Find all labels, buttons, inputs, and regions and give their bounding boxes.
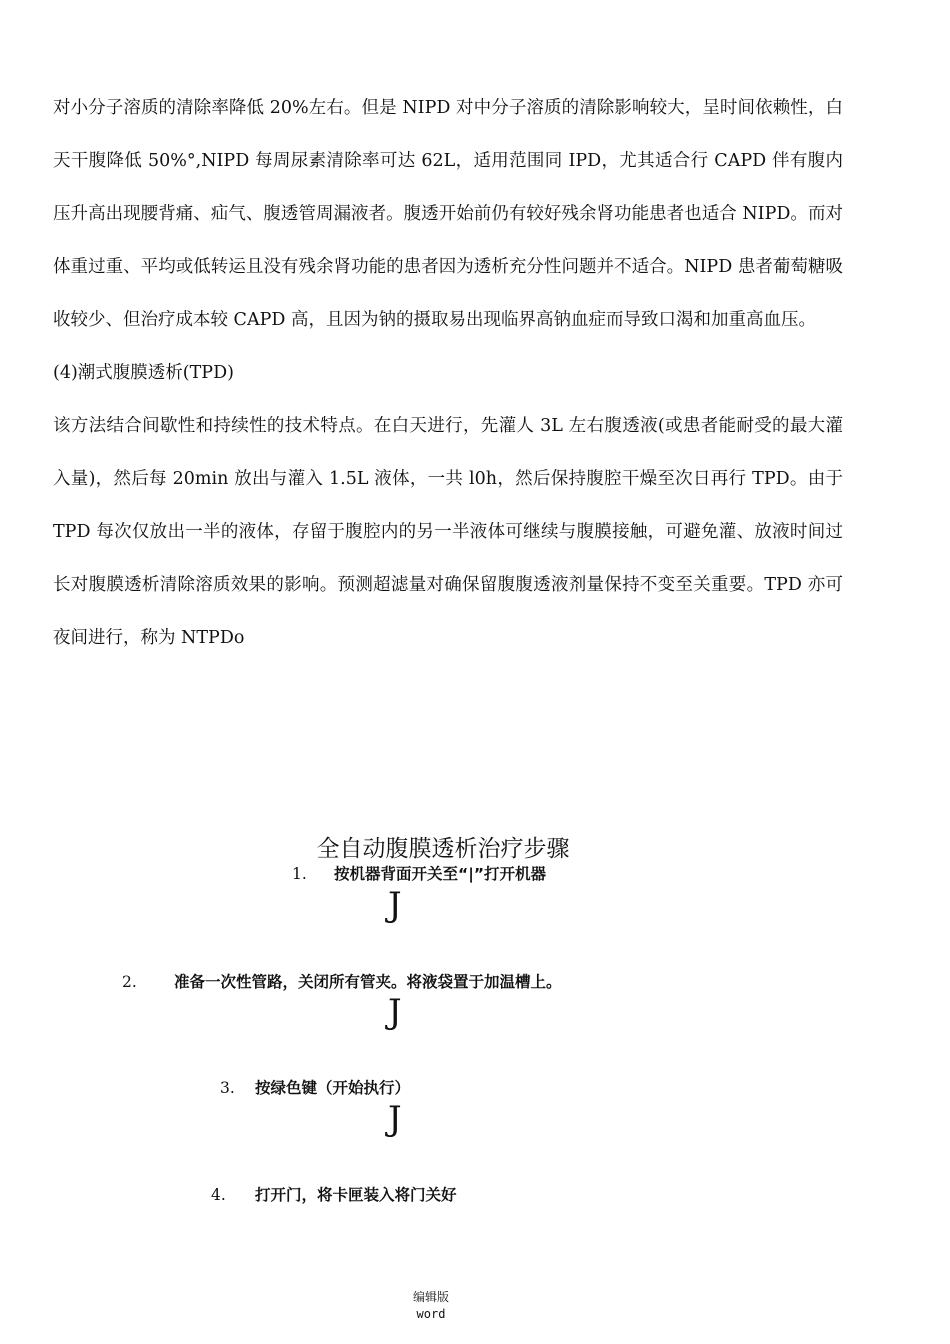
step-3-text: 按绿色键（开始执行） <box>255 1079 411 1097</box>
paragraph-tpd: 该方法结合间歇性和持续性的技术特点。在白天进行，先灌人 3L 左右腹透液(或患者能耐受的最大灌入量)，然后每 20min 放出与灌入 1.5L 液体，一共 l0h，然后保持腹腔干燥至次日再行 TPD。由于 TPD 每次仅放出一半的液体，存留于腹腔内的另一半液体可继续与腹膜接触，可避免灌、放液时间过长对腹膜透析清除溶质效果的影响。预测超滤量对确保留腹腹透液剂量保持不变至关重要。TPD 亦可夜间进行，称为 NTPDo <box>53 416 843 648</box>
down-arrow-icon: J <box>388 885 402 925</box>
step-3 <box>220 1076 410 1098</box>
step-2-text: 准备一次性管路，关闭所有管夹。将液袋置于加温槽上。 <box>174 973 562 991</box>
step-3-number: 3. <box>220 1079 235 1097</box>
step-4-number: 4. <box>211 1186 226 1204</box>
procedure-title: 全自动腹膜透析治疗步骤 <box>316 836 570 862</box>
step-1 <box>292 862 546 884</box>
step-4 <box>211 1183 457 1205</box>
footer-line-2: word <box>416 1307 446 1321</box>
step-4-text: 打开门，将卡匣装入将门关好 <box>255 1186 457 1204</box>
step-2-number: 2. <box>122 973 137 991</box>
step-2 <box>122 970 562 992</box>
step-1-number: 1. <box>292 865 307 883</box>
footer-line-1: 编辑版 <box>412 1290 449 1304</box>
down-arrow-icon: J <box>388 1099 402 1139</box>
body-text <box>53 82 843 665</box>
paragraph-nipd: 对小分子溶质的清除率降低 20%左右。但是 NIPD 对中分子溶质的清除影响较大，呈时间依赖性，白天干腹降低 50%°,NIPD 每周尿素清除率可达 62L，适用范围同 IPD，尤其适合行 CAPD 伴有腹内压升高出现腰背痛、疝气、腹透管周漏液者。腹透开始前仍有较好残余肾功能患者也适合 NIPD。而对体重过重、平均或低转运且没有残余肾功能的患者因为透析充分性问题并不适合。NIPD 患者葡萄糖吸收较少、但治疗成本较 CAPD 高，且因为钠的摄取易出现临界高钠血症而导致口渴和加重高血压。 <box>53 98 843 330</box>
footer <box>0 1289 862 1323</box>
step-1-text: 按机器背面开关至“|”打开机器 <box>334 865 547 883</box>
section-heading-tpd: (4)潮式腹膜透析(TPD) <box>53 363 234 383</box>
down-arrow-icon: J <box>388 992 402 1032</box>
